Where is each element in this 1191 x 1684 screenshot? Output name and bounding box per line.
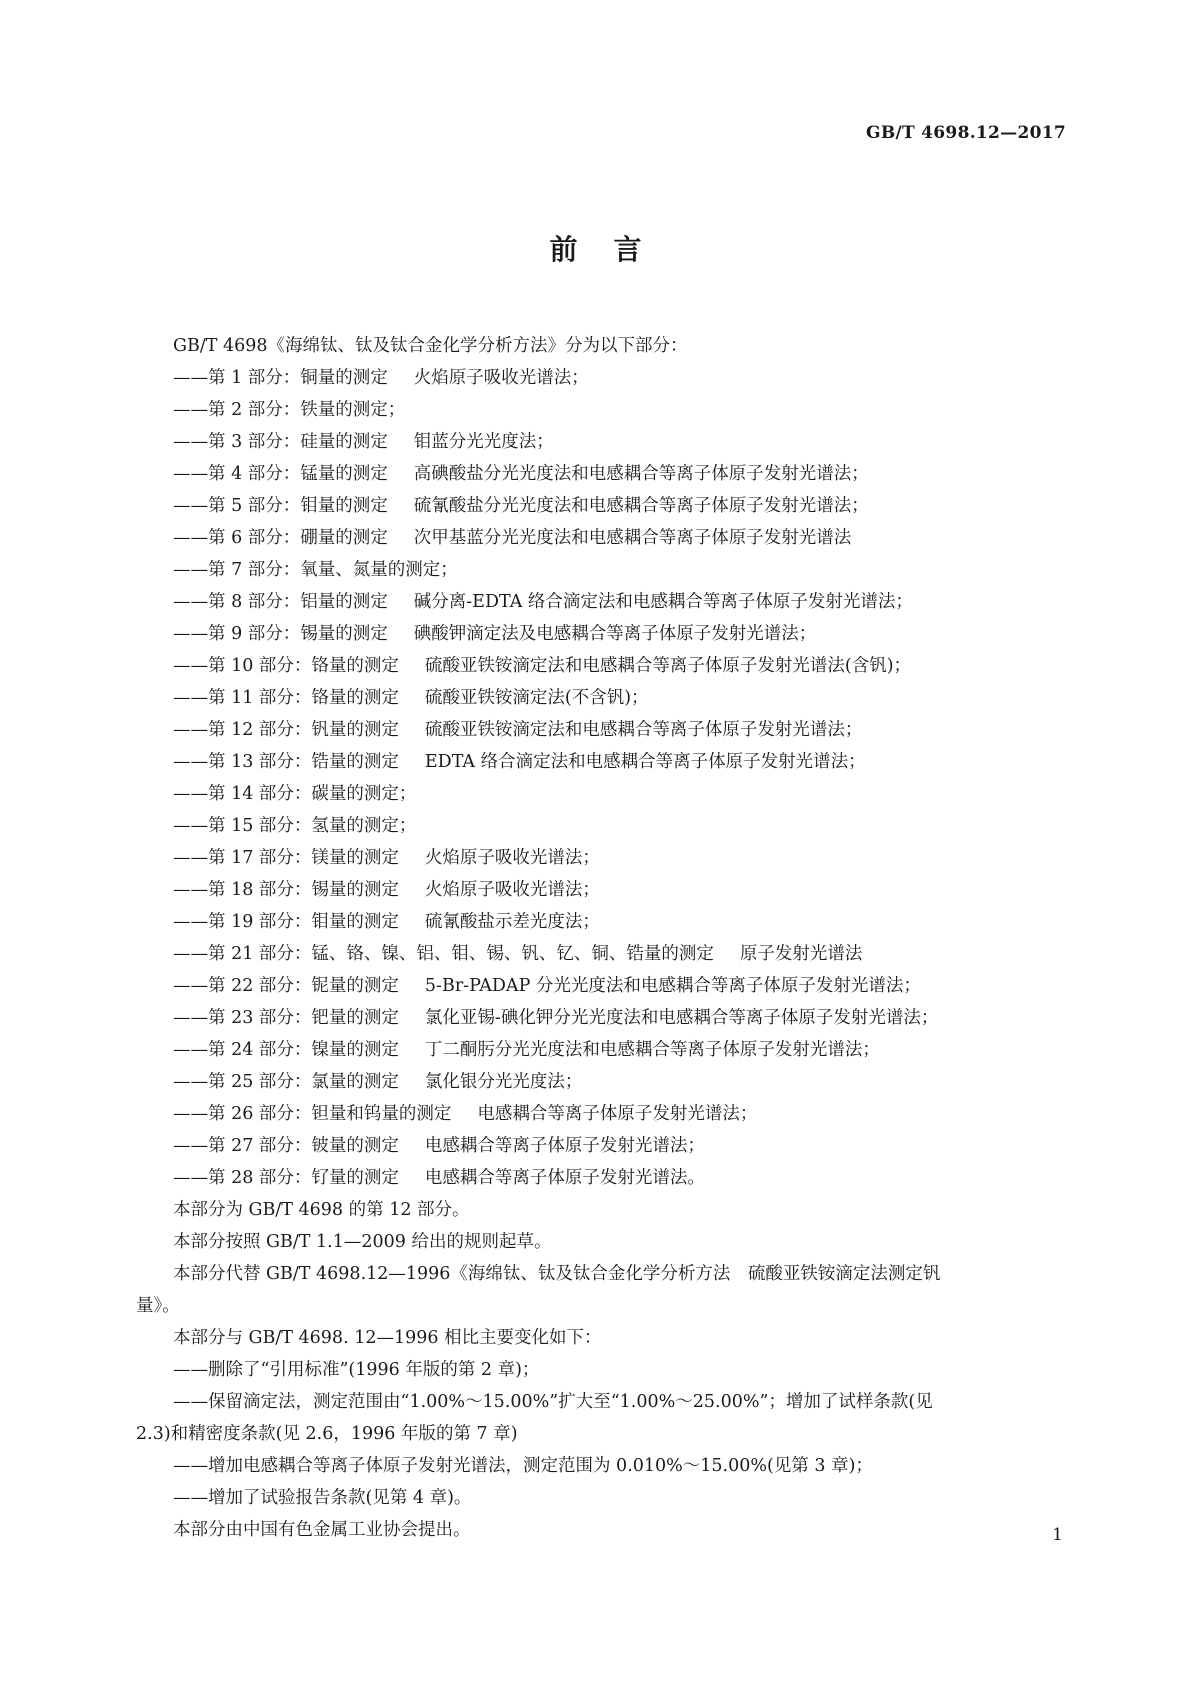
part-method: 高碘酸盐分光光度法和电感耦合等离子体原子发射光谱法； — [413, 464, 869, 484]
part-method: 氯化银分光光度法； — [424, 1072, 583, 1092]
part-list-item — [136, 458, 1066, 490]
part-label: ——第 19 部分：钼量的测定 — [173, 912, 399, 932]
part-label: ——第 1 部分：铜量的测定 — [173, 368, 388, 388]
page-title: 前言 — [549, 233, 678, 266]
change-item-3: ——增加电感耦合等离子体原子发射光谱法，测定范围为 0.010%～15.00%(见第 3 章)； — [173, 1456, 873, 1476]
intro-paragraph: GB/T 4698《海绵钛、钛及钛合金化学分析方法》分为以下部分： — [173, 336, 688, 356]
part-label: ——第 27 部分：铍量的测定 — [173, 1136, 399, 1156]
part-method: 硫氰酸盐分光光度法和电感耦合等离子体原子发射光谱法； — [413, 496, 869, 516]
part-list-item — [136, 362, 1066, 394]
part-list-item — [136, 810, 1066, 842]
part-method: 火焰原子吸收光谱法； — [424, 848, 600, 868]
change-item-1: ——删除了“引用标准”(1996 年版的第 2 章)； — [173, 1360, 540, 1380]
part-method: 电感耦合等离子体原子发射光谱法。 — [424, 1168, 705, 1188]
part-list-item — [136, 586, 1066, 618]
part-label: ——第 9 部分：锡量的测定 — [173, 624, 388, 644]
part-list-item — [136, 714, 1066, 746]
part-list-item — [136, 522, 1066, 554]
part-method: 火焰原子吸收光谱法； — [424, 880, 600, 900]
replaces-statement-line-1: 本部分代替 GB/T 4698.12—1996《海绵钛、钛及钛合金化学分析方法 硫酸亚铁铵滴定法测定钒 — [173, 1264, 941, 1284]
proposed-by-statement: 本部分由中国有色金属工业协会提出。 — [173, 1520, 471, 1540]
part-list-item — [136, 426, 1066, 458]
part-label: ——第 11 部分：铬量的测定 — [173, 688, 399, 708]
part-method: 硫酸亚铁铵滴定法和电感耦合等离子体原子发射光谱法； — [424, 720, 863, 740]
part-list-item — [136, 938, 1066, 970]
part-method: 硫氰酸盐示差光度法； — [424, 912, 600, 932]
part-method: 硫酸亚铁铵滴定法(不含钒)； — [424, 688, 649, 708]
part-label: ——第 7 部分：氧量、氮量的测定； — [173, 560, 458, 580]
changes-intro: 本部分与 GB/T 4698. 12—1996 相比主要变化如下： — [173, 1328, 602, 1348]
part-label: ——第 8 部分：铝量的测定 — [173, 592, 388, 612]
standard-code: GB/T 4698.12—2017 — [866, 123, 1066, 143]
part-list-item — [136, 874, 1066, 906]
part-method: 钼蓝分光光度法； — [413, 432, 554, 452]
part-method: EDTA 络合滴定法和电感耦合等离子体原子发射光谱法； — [424, 752, 866, 772]
part-method: 5-Br-PADAP 分光光度法和电感耦合等离子体原子发射光谱法； — [424, 976, 921, 996]
part-label: ——第 23 部分：钯量的测定 — [173, 1008, 399, 1028]
part-list-item — [136, 906, 1066, 938]
part-label: ——第 10 部分：铬量的测定 — [173, 656, 399, 676]
part-list-item — [136, 1002, 1066, 1034]
part-label: ——第 26 部分：钽量和钨量的测定 — [173, 1104, 452, 1124]
part-list-item — [136, 842, 1066, 874]
part-list-item — [136, 746, 1066, 778]
part-list-item — [136, 1066, 1066, 1098]
part-list-item — [136, 778, 1066, 810]
part-list-item — [136, 394, 1066, 426]
part-label: ——第 22 部分：铌量的测定 — [173, 976, 399, 996]
part-label: ——第 18 部分：锡量的测定 — [173, 880, 399, 900]
part-label: ——第 21 部分：锰、铬、镍、铝、钼、锡、钒、钇、铜、锆量的测定 — [173, 944, 714, 964]
part-method: 火焰原子吸收光谱法； — [413, 368, 589, 388]
drafting-rule-statement: 本部分按照 GB/T 1.1—2009 给出的规则起草。 — [173, 1232, 552, 1252]
part-method: 电感耦合等离子体原子发射光谱法； — [477, 1104, 758, 1124]
part-method: 电感耦合等离子体原子发射光谱法； — [424, 1136, 705, 1156]
part-label: ——第 2 部分：铁量的测定； — [173, 400, 406, 420]
part-label: ——第 14 部分：碳量的测定； — [173, 784, 417, 804]
part-number-statement: 本部分为 GB/T 4698 的第 12 部分。 — [173, 1200, 470, 1220]
part-list-item — [136, 554, 1066, 586]
part-label: ——第 13 部分：锆量的测定 — [173, 752, 399, 772]
part-label: ——第 24 部分：镍量的测定 — [173, 1040, 399, 1060]
part-list-item — [136, 1162, 1066, 1194]
part-list-item — [136, 650, 1066, 682]
part-list-item — [136, 682, 1066, 714]
part-method: 碘酸钾滴定法及电感耦合等离子体原子发射光谱法； — [413, 624, 817, 644]
parts-list — [136, 362, 1066, 1194]
part-label: ——第 25 部分：氯量的测定 — [173, 1072, 399, 1092]
foreword-body — [136, 330, 1066, 1546]
part-list-item — [136, 1098, 1066, 1130]
change-item-4: ——增加了试验报告条款(见第 4 章)。 — [173, 1488, 472, 1508]
part-method: 次甲基蓝分光光度法和电感耦合等离子体原子发射光谱法 — [413, 528, 852, 548]
replaces-statement-line-2: 量》。 — [136, 1296, 180, 1316]
change-item-2-line-1: ——保留滴定法，测定范围由“1.00%～15.00%”扩大至“1.00%～25.00%”；增加了试样条款(见 — [173, 1392, 933, 1412]
part-label: ——第 12 部分：钒量的测定 — [173, 720, 399, 740]
part-method: 氯化亚锡-碘化钾分光光度法和电感耦合等离子体原子发射光谱法； — [424, 1008, 939, 1028]
part-label: ——第 3 部分：硅量的测定 — [173, 432, 388, 452]
part-label: ——第 6 部分：硼量的测定 — [173, 528, 388, 548]
part-label: ——第 5 部分：钼量的测定 — [173, 496, 388, 516]
change-item-2-line-2: 2.3)和精密度条款(见 2.6，1996 年版的第 7 章) — [136, 1424, 518, 1444]
part-label: ——第 28 部分：钌量的测定 — [173, 1168, 399, 1188]
part-list-item — [136, 490, 1066, 522]
part-list-item — [136, 970, 1066, 1002]
page-number: 1 — [1052, 1525, 1063, 1545]
part-list-item — [136, 1034, 1066, 1066]
part-method: 硫酸亚铁铵滴定法和电感耦合等离子体原子发射光谱法(含钒)； — [424, 656, 912, 676]
part-method: 碱分离-EDTA 络合滴定法和电感耦合等离子体原子发射光谱法； — [413, 592, 913, 612]
part-method: 丁二酮肟分光光度法和电感耦合等离子体原子发射光谱法； — [424, 1040, 880, 1060]
part-label: ——第 15 部分：氢量的测定； — [173, 816, 417, 836]
part-label: ——第 4 部分：锰量的测定 — [173, 464, 388, 484]
part-list-item — [136, 1130, 1066, 1162]
part-method: 原子发射光谱法 — [739, 944, 863, 964]
part-list-item — [136, 618, 1066, 650]
part-label: ——第 17 部分：镁量的测定 — [173, 848, 399, 868]
